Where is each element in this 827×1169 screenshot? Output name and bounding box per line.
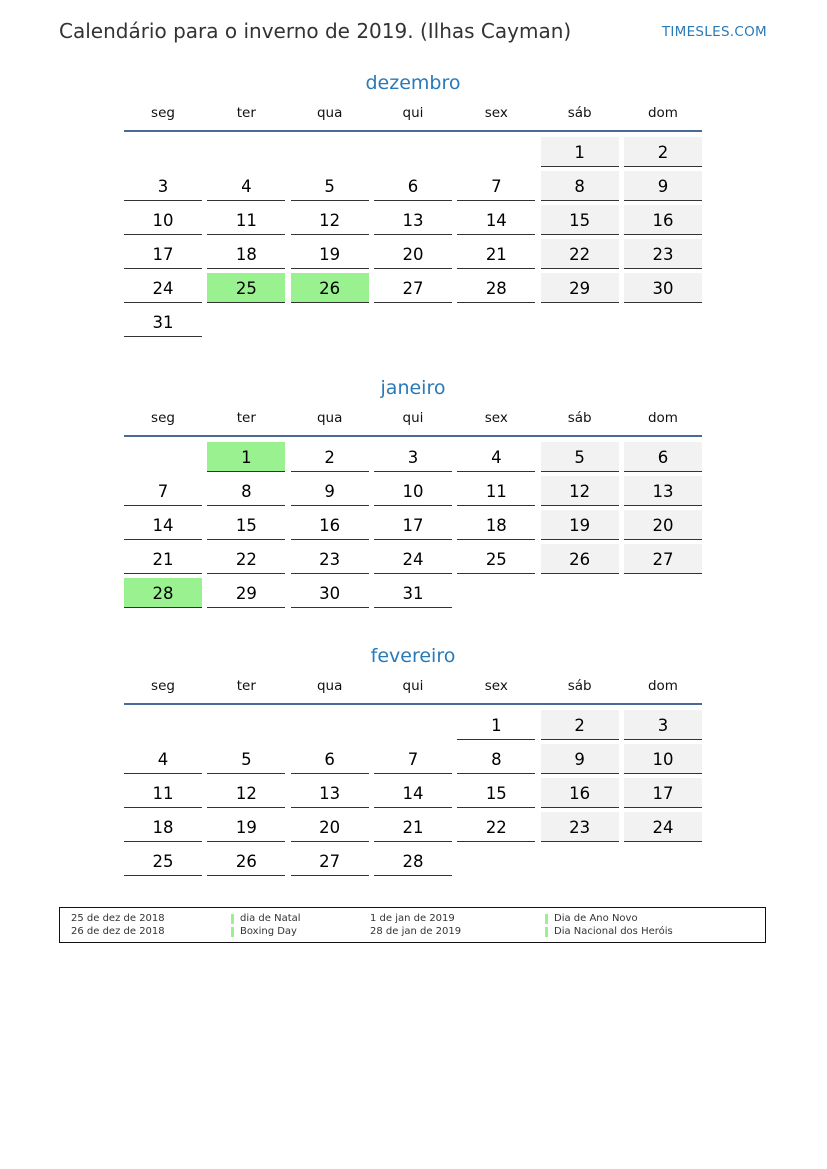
weekday-label: qui	[402, 105, 424, 121]
holiday-day-cell: 26	[291, 273, 369, 303]
day-cell: 22	[541, 239, 619, 269]
day-cell: 15	[207, 510, 285, 540]
legend-holiday-name: Dia Nacional dos Heróis	[554, 926, 673, 937]
weekday-header	[124, 410, 702, 437]
day-cell: 18	[207, 239, 285, 269]
brand-logo[interactable]: TIMESLES.COM	[661, 24, 767, 40]
weekday-label: dom	[647, 105, 678, 121]
day-cell: 23	[291, 544, 369, 574]
day-cell: 13	[291, 778, 369, 808]
legend-date: 1 de jan de 2019	[370, 913, 455, 924]
weekday-label: sáb	[567, 678, 592, 694]
day-cell: 21	[457, 239, 535, 269]
weekday-label: sex	[484, 105, 508, 121]
day-cell: 13	[624, 476, 702, 506]
day-cell: 8	[207, 476, 285, 506]
day-cell: 20	[624, 510, 702, 540]
weekday-label: ter	[236, 678, 256, 694]
month-january	[124, 374, 702, 608]
page-title: Calendário para o inverno de 2019. (Ilhas Cayman)	[59, 19, 572, 43]
holiday-color-marker	[231, 927, 234, 937]
month-february	[124, 642, 702, 876]
day-cell: 15	[541, 205, 619, 235]
day-cell: 24	[124, 273, 202, 303]
weekday-label: sex	[484, 410, 508, 426]
day-cell: 3	[624, 710, 702, 740]
day-cell: 30	[624, 273, 702, 303]
weekday-label: qui	[402, 410, 424, 426]
day-grid	[124, 137, 702, 337]
day-cell: 22	[207, 544, 285, 574]
day-cell: 6	[624, 442, 702, 472]
day-cell: 16	[624, 205, 702, 235]
holiday-day-cell: 1	[207, 442, 285, 472]
legend-holiday-name: Boxing Day	[240, 926, 297, 937]
empty-cell	[291, 710, 369, 740]
empty-cell	[124, 442, 202, 472]
day-cell: 5	[541, 442, 619, 472]
day-cell: 23	[624, 239, 702, 269]
month-title: dezembro	[365, 72, 461, 94]
day-cell: 27	[291, 846, 369, 876]
day-cell: 11	[207, 205, 285, 235]
weekday-label: dom	[647, 678, 678, 694]
day-cell: 5	[207, 744, 285, 774]
day-cell: 16	[541, 778, 619, 808]
day-cell: 17	[374, 510, 452, 540]
day-cell: 27	[624, 544, 702, 574]
month-december	[124, 69, 702, 337]
day-cell: 19	[541, 510, 619, 540]
day-cell: 19	[291, 239, 369, 269]
weekday-label: ter	[236, 410, 256, 426]
legend-date: 25 de dez de 2018	[71, 913, 165, 924]
weekday-label: seg	[151, 410, 175, 426]
day-cell: 4	[124, 744, 202, 774]
day-cell: 25	[457, 544, 535, 574]
day-cell: 12	[291, 205, 369, 235]
empty-cell	[291, 137, 369, 167]
day-cell: 26	[541, 544, 619, 574]
day-cell: 7	[124, 476, 202, 506]
day-cell: 14	[457, 205, 535, 235]
day-cell: 9	[291, 476, 369, 506]
day-cell: 27	[374, 273, 452, 303]
holiday-day-cell: 28	[124, 578, 202, 608]
day-cell: 3	[374, 442, 452, 472]
weekday-label: seg	[151, 678, 175, 694]
empty-cell	[124, 710, 202, 740]
day-cell: 21	[374, 812, 452, 842]
day-cell: 1	[457, 710, 535, 740]
day-cell: 11	[124, 778, 202, 808]
day-cell: 24	[624, 812, 702, 842]
day-cell: 19	[207, 812, 285, 842]
day-cell: 2	[291, 442, 369, 472]
day-cell: 12	[207, 778, 285, 808]
weekday-label: qui	[402, 678, 424, 694]
day-cell: 30	[291, 578, 369, 608]
day-cell: 5	[291, 171, 369, 201]
weekday-label: seg	[151, 105, 175, 121]
empty-cell	[207, 710, 285, 740]
day-cell: 2	[541, 710, 619, 740]
day-cell: 10	[124, 205, 202, 235]
day-cell: 14	[124, 510, 202, 540]
day-cell: 6	[374, 171, 452, 201]
empty-cell	[124, 137, 202, 167]
day-cell: 4	[457, 442, 535, 472]
day-cell: 31	[374, 578, 452, 608]
day-cell: 20	[374, 239, 452, 269]
day-cell: 10	[624, 744, 702, 774]
day-cell: 9	[541, 744, 619, 774]
day-cell: 23	[541, 812, 619, 842]
day-cell: 8	[541, 171, 619, 201]
weekday-header	[124, 678, 702, 705]
holiday-color-marker	[545, 914, 548, 924]
legend-holiday-name: dia de Natal	[240, 913, 301, 924]
holiday-day-cell: 25	[207, 273, 285, 303]
holiday-color-marker	[231, 914, 234, 924]
day-cell: 16	[291, 510, 369, 540]
weekday-label: dom	[647, 410, 678, 426]
day-cell: 29	[541, 273, 619, 303]
month-title: fevereiro	[370, 645, 456, 667]
weekday-label: sáb	[567, 105, 592, 121]
day-cell: 22	[457, 812, 535, 842]
day-grid	[124, 710, 702, 876]
day-cell: 15	[457, 778, 535, 808]
day-cell: 7	[457, 171, 535, 201]
day-cell: 18	[124, 812, 202, 842]
day-cell: 3	[124, 171, 202, 201]
day-cell: 20	[291, 812, 369, 842]
month-title: janeiro	[380, 377, 446, 399]
weekday-header	[124, 105, 702, 132]
day-cell: 6	[291, 744, 369, 774]
holiday-legend	[59, 907, 766, 943]
day-cell: 14	[374, 778, 452, 808]
weekday-label: sex	[484, 678, 508, 694]
day-cell: 17	[124, 239, 202, 269]
day-cell: 2	[624, 137, 702, 167]
day-grid	[124, 442, 702, 608]
day-cell: 31	[124, 307, 202, 337]
day-cell: 28	[457, 273, 535, 303]
day-cell: 18	[457, 510, 535, 540]
day-cell: 4	[207, 171, 285, 201]
day-cell: 1	[541, 137, 619, 167]
weekday-label: ter	[236, 105, 256, 121]
day-cell: 13	[374, 205, 452, 235]
holiday-color-marker	[545, 927, 548, 937]
day-cell: 8	[457, 744, 535, 774]
day-cell: 11	[457, 476, 535, 506]
weekday-label: qua	[316, 678, 343, 694]
day-cell: 7	[374, 744, 452, 774]
day-cell: 24	[374, 544, 452, 574]
day-cell: 17	[624, 778, 702, 808]
day-cell: 25	[124, 846, 202, 876]
day-cell: 9	[624, 171, 702, 201]
day-cell: 28	[374, 846, 452, 876]
day-cell: 26	[207, 846, 285, 876]
empty-cell	[374, 137, 452, 167]
weekday-label: qua	[316, 105, 343, 121]
weekday-label: qua	[316, 410, 343, 426]
day-cell: 21	[124, 544, 202, 574]
empty-cell	[457, 137, 535, 167]
day-cell: 12	[541, 476, 619, 506]
legend-date: 26 de dez de 2018	[71, 926, 165, 937]
empty-cell	[207, 137, 285, 167]
legend-date: 28 de jan de 2019	[370, 926, 462, 937]
day-cell: 10	[374, 476, 452, 506]
legend-holiday-name: Dia de Ano Novo	[554, 913, 638, 924]
empty-cell	[374, 710, 452, 740]
weekday-label: sáb	[567, 410, 592, 426]
day-cell: 29	[207, 578, 285, 608]
